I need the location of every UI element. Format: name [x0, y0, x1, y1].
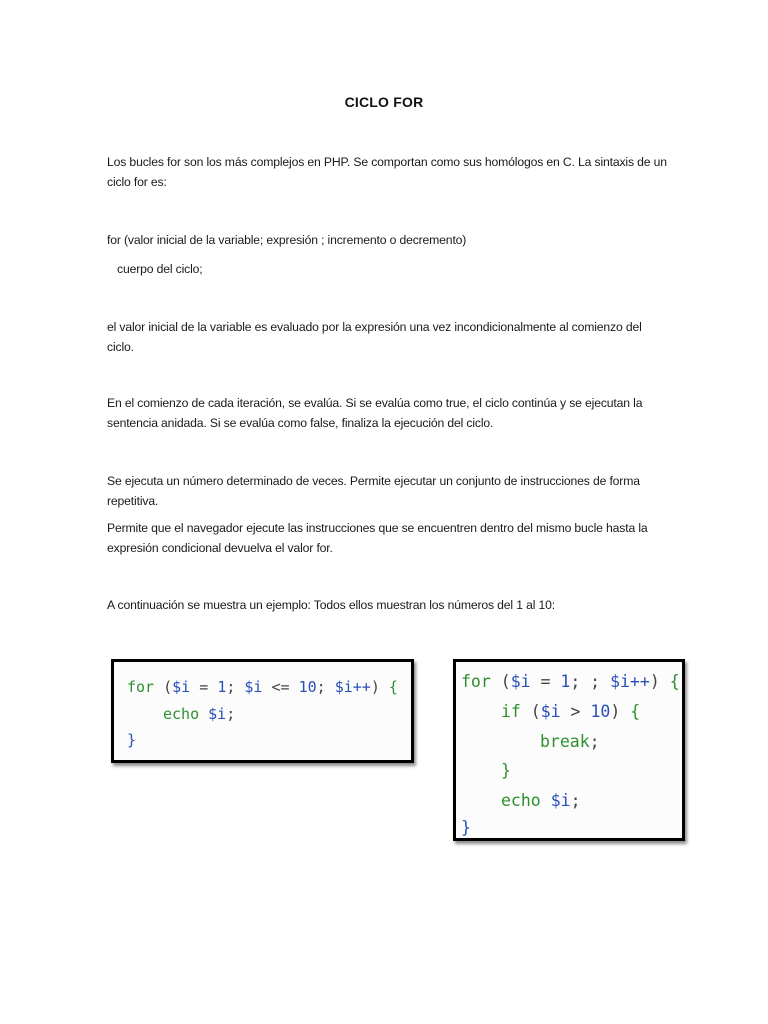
code-token: >	[560, 702, 591, 721]
code-brace: }	[501, 761, 511, 780]
code-variable: $i	[172, 678, 191, 696]
code-variable: $i	[244, 678, 263, 696]
code-token: (	[154, 678, 173, 696]
code-token: ; ;	[570, 672, 611, 691]
code-token: =	[190, 678, 218, 696]
paragraph-syntax: for (valor inicial de la variable; expresión ; incremento o decremento)	[107, 233, 467, 247]
code-variable: $i++	[610, 672, 650, 691]
code-token: )	[649, 672, 670, 691]
paragraph-example-intro: A continuación se muestra un ejemplo: Todos ellos muestran los números del 1 al 10:	[107, 598, 556, 612]
code-token	[199, 705, 208, 723]
code-keyword: if	[501, 702, 521, 721]
code-line	[461, 818, 471, 837]
page-title: CICLO FOR	[344, 94, 424, 110]
code-line	[163, 705, 235, 723]
code-number: 1	[217, 678, 227, 696]
code-keyword: break	[540, 732, 590, 751]
code-line	[127, 731, 136, 749]
code-token: ;	[316, 678, 335, 696]
code-token: <=	[262, 678, 299, 696]
code-keyword: for	[127, 678, 155, 696]
code-line	[501, 702, 640, 721]
code-line	[127, 678, 398, 696]
code-token: (	[520, 702, 541, 721]
code-line	[501, 791, 581, 810]
code-example-simple	[111, 659, 414, 763]
code-token	[541, 791, 551, 810]
code-token: =	[530, 672, 561, 691]
code-variable: $i	[550, 791, 571, 810]
code-number: 10	[298, 678, 317, 696]
code-token: )	[610, 702, 631, 721]
code-example-break	[453, 659, 685, 841]
code-brace: {	[669, 672, 680, 691]
paragraph-intro: Los bucles for son los más complejos en PHP. Se comportan como sus homólogos en C. La sintaxis de un ciclo for es:	[107, 155, 667, 189]
code-brace: }	[461, 818, 471, 837]
code-line	[461, 672, 680, 691]
paragraph-loop-body: cuerpo del ciclo;	[117, 262, 203, 276]
paragraph-repetition: Se ejecuta un número determinado de veces. Permite ejecutar un conjunto de instrucciones de forma repetitiva.	[107, 474, 640, 508]
code-token: ;	[570, 791, 581, 810]
code-number: 1	[560, 672, 571, 691]
code-number: 10	[590, 702, 611, 721]
code-variable: $i	[510, 672, 531, 691]
paragraph-initial-value: el valor inicial de la variable es evaluado por la expresión una vez incondicionalmente al comienzo del ciclo.	[107, 320, 642, 354]
paragraph-browser: Permite que el navegador ejecute las instrucciones que se encuentren dentro del mismo bucle hasta la expresión condicional devuelva el valor for.	[107, 521, 648, 555]
code-token: (	[490, 672, 511, 691]
code-keyword: echo	[501, 791, 541, 810]
code-variable: $i	[540, 702, 561, 721]
code-token: )	[370, 678, 389, 696]
code-token: ;	[589, 732, 600, 751]
code-brace: {	[388, 678, 398, 696]
code-line	[501, 761, 511, 780]
code-brace: }	[127, 731, 137, 749]
paragraph-iteration: En el comienzo de cada iteración, se evalúa. Si se evalúa como true, el ciclo continúa y se ejecutan la sentencia anidada. Si se evalúa como false, finaliza la ejecución del ciclo.	[107, 396, 643, 430]
code-line	[540, 732, 600, 751]
code-token: ;	[226, 705, 236, 723]
code-keyword: for	[461, 672, 491, 691]
code-variable: $i++	[334, 678, 371, 696]
code-brace: {	[630, 702, 641, 721]
code-keyword: echo	[163, 705, 200, 723]
code-variable: $i	[208, 705, 227, 723]
code-token: ;	[226, 678, 245, 696]
